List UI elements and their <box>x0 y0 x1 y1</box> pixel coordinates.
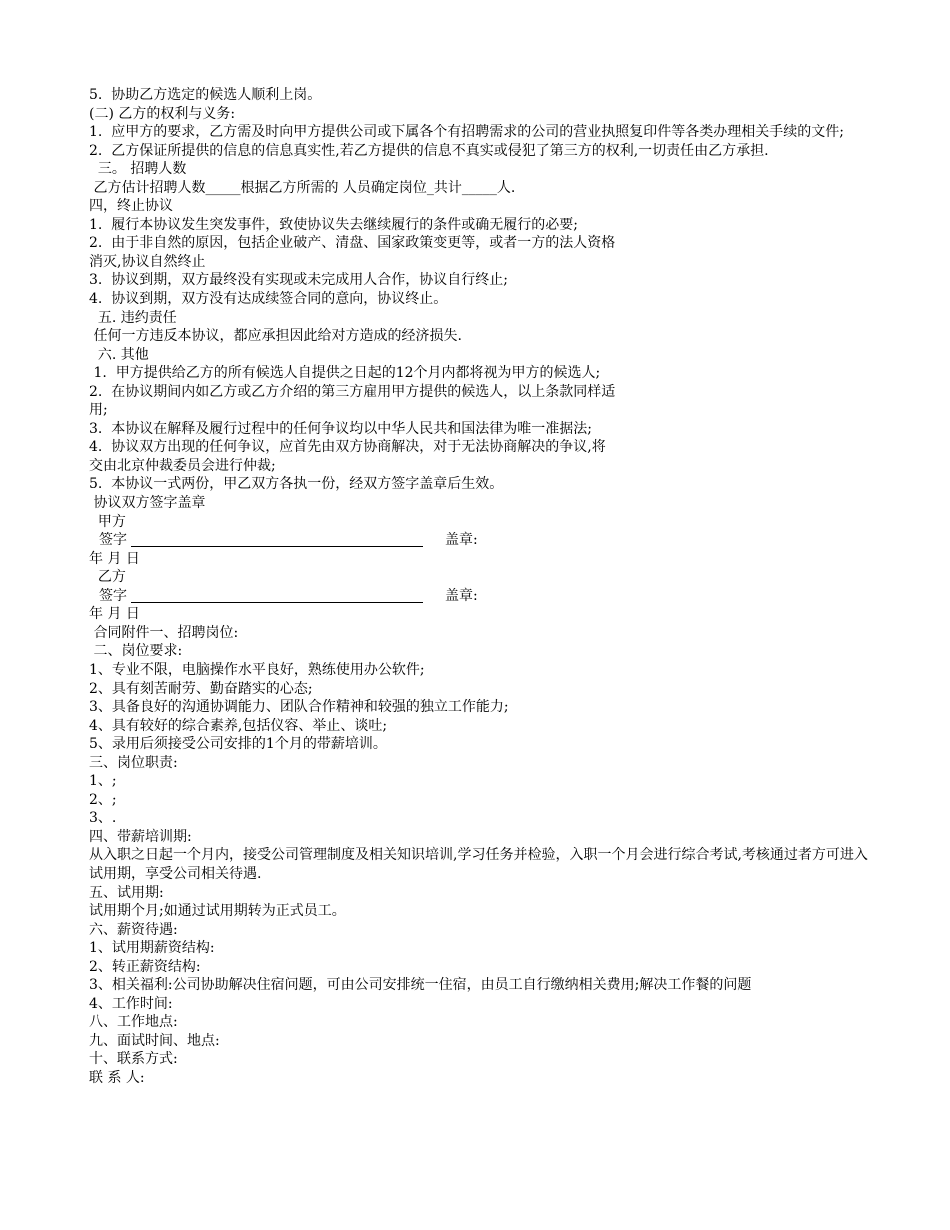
text-line: 1. 应甲方的要求，乙方需及时向甲方提供公司或下属各个有招聘需求的公司的营业执照复印件等各类办理相关手续的文件; <box>89 124 844 141</box>
signature-line <box>131 546 423 547</box>
text-line: 3、具备良好的沟通协调能力、团队合作精神和较强的独立工作能力; <box>89 699 509 716</box>
party-a-label: 甲方 <box>89 513 126 530</box>
text-line: 消灭,协议自然终止 <box>89 253 206 270</box>
text-line: 4、具有较好的综合素养,包括仪容、举止、谈吐; <box>89 717 388 734</box>
document-page <box>89 86 869 1088</box>
section-heading: 八、工作地点: <box>89 1014 178 1031</box>
text-line: 交由北京仲裁委员会进行仲裁; <box>89 457 276 474</box>
signature-heading: 协议双方签字盖章 <box>89 495 206 512</box>
text-line: 5. 协助乙方选定的候选人顺利上岗。 <box>89 87 322 103</box>
section-heading: 五、试用期: <box>89 884 164 901</box>
party-b-signature-row <box>89 587 869 606</box>
text-line: 5. 本协议一式两份，甲乙双方各执一份，经双方签字盖章后生效。 <box>89 476 504 493</box>
text-line: 试用期个月;如通过试用期转为正式员工。 <box>89 903 346 920</box>
text-line: 4. 协议双方出现的任何争议，应首先由双方协商解决，对于无法协商解决的争议,将 <box>89 439 606 456</box>
text-line: 4. 协议到期，双方没有达成续签合同的意向，协议终止。 <box>89 291 448 308</box>
text-line: 2. 在协议期间内如乙方或乙方介绍的第三方雇用甲方提供的候选人，以上条款同样适 <box>89 383 616 400</box>
text-line: 2、转正薪资结构: <box>89 958 201 975</box>
text-line: 联 系 人: <box>89 1069 145 1086</box>
section-heading: 五. 违约责任 <box>89 309 177 326</box>
sign-label: 签字 <box>99 532 127 549</box>
text-line: 4、工作时间: <box>89 995 173 1012</box>
text-line: 任何一方违反本协议，都应承担因此给对方造成的经济损失. <box>89 328 462 345</box>
section-heading: 六. 其他 <box>89 346 149 363</box>
section-heading: (二) 乙方的权利与义务: <box>89 105 236 122</box>
date-line: 年 月 日 <box>89 550 140 567</box>
text-line: 3. 协议到期，双方最终没有实现或未完成用人合作，协议自行终止; <box>89 272 508 289</box>
text-line: 从入职之日起一个月内，接受公司管理制度及相关知识培训,学习任务并检验，入职一个月会进行综合考试,考核通过者方可进入试用期，享受公司相关待遇. <box>89 847 868 882</box>
section-heading: 三、岗位职责: <box>89 754 178 771</box>
text-line: 1. 履行本协议发生突发事件，致使协议失去继续履行的条件或确无履行的必要; <box>89 216 578 233</box>
text-line: 3. 本协议在解释及履行过程中的任何争议均以中华人民共和国法律为唯一准据法; <box>89 420 592 437</box>
text-line: 2. 由于非自然的原因，包括企业破产、清盘、国家政策变更等，或者一方的法人资格 <box>89 235 616 252</box>
text-line: 3、. <box>89 810 117 827</box>
seal-label: 盖章: <box>445 532 478 549</box>
section-heading: 四、带薪培训期: <box>89 828 192 845</box>
party-b-label: 乙方 <box>89 569 126 586</box>
text-line: 2、具有刻苦耐劳、勤奋踏实的心态; <box>89 680 313 697</box>
text-line: 用; <box>89 402 108 419</box>
section-heading: 合同附件一、招聘岗位: <box>89 624 239 641</box>
section-heading: 二、岗位要求: <box>89 643 183 660</box>
sign-label: 签字 <box>99 587 127 604</box>
section-heading: 十、联系方式: <box>89 1051 178 1068</box>
text-line: 乙方估计招聘人数_____根据乙方所需的 人员确定岗位_共计_____人. <box>89 179 516 196</box>
section-heading: 九、面试时间、地点: <box>89 1032 220 1049</box>
text-line: 1. 甲方提供给乙方的所有候选人自提供之日起的12个月内都将视为甲方的候选人; <box>89 365 601 382</box>
section-heading: 六、薪资待遇: <box>89 921 178 938</box>
date-line: 年 月 日 <box>89 606 140 623</box>
party-a-signature-row <box>89 531 869 550</box>
text-line: 2. 乙方保证所提供的信息的信息真实性,若乙方提供的信息不真实或侵犯了第三方的权利,一切责任由乙方承担. <box>89 142 769 159</box>
text-line: 1、专业不限，电脑操作水平良好，熟练使用办公软件; <box>89 661 425 678</box>
text-line: 5、录用后须接受公司安排的1个月的带薪培训。 <box>89 736 387 753</box>
signature-line <box>131 602 423 603</box>
text-line: 2、; <box>89 791 117 808</box>
text-line: 3、相关福利:公司协助解决住宿问题，可由公司安排统一住宿，由员工自行缴纳相关费用;解决工作餐的问题 <box>89 977 752 994</box>
text-line: 1、试用期薪资结构: <box>89 940 215 957</box>
section-heading: 四，终止协议 <box>89 198 173 215</box>
seal-label: 盖章: <box>445 587 478 604</box>
section-heading: 三。 招聘人数 <box>89 161 187 178</box>
text-line: 1、; <box>89 773 117 790</box>
